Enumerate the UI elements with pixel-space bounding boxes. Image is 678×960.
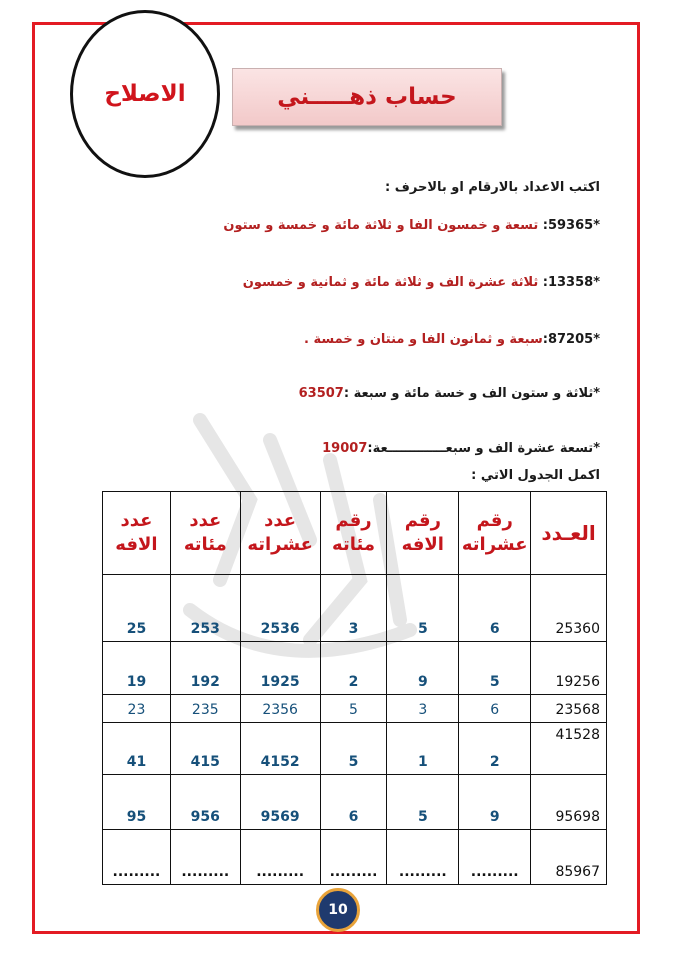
header-thousands-count: عدد الافه — [103, 492, 171, 575]
table-cell: ......... — [320, 830, 387, 885]
exercise-answer-number: 63507 — [298, 386, 344, 401]
table-cell: 2536 — [240, 575, 320, 642]
page-title: حساب ذهـــــني — [277, 84, 457, 110]
exercise-number: *59365: — [542, 218, 600, 233]
table-row — [103, 695, 607, 723]
table-cell: 25360 — [531, 575, 607, 642]
table-cell: 2 — [320, 642, 387, 695]
table-row — [103, 723, 607, 775]
table-cell: 6 — [459, 695, 531, 723]
table-cell: 5 — [320, 723, 387, 775]
exercise-answer-number: 19007 — [322, 441, 368, 456]
table-cell: ......... — [387, 830, 459, 885]
table-cell: ......... — [170, 830, 240, 885]
exercise-line-3 — [304, 332, 600, 347]
exercise-answer: تسعة و خمسون الفا و ثلاثة مائة و خمسة و ستون — [223, 218, 543, 233]
table-cell: 9 — [459, 775, 531, 830]
table-instruction: اكمل الجدول الاتي : — [471, 468, 600, 483]
exercise-answer: ثلاثة عشرة الف و ثلاثة مائة و ثمانية و خمسون — [242, 275, 543, 290]
table-row — [103, 775, 607, 830]
table-cell: 956 — [170, 775, 240, 830]
exercise-line-5 — [322, 441, 600, 456]
exercise-number: *87205: — [542, 332, 600, 347]
exercise-number: *13358: — [542, 275, 600, 290]
page-number-badge — [316, 888, 360, 932]
header-tens-digit: رقم عشراته — [459, 492, 531, 575]
table-cell: 1 — [387, 723, 459, 775]
table-cell: 25 — [103, 575, 171, 642]
table-cell: 19256 — [531, 642, 607, 695]
table-header-row — [103, 492, 607, 575]
table-cell: 2356 — [240, 695, 320, 723]
table-cell: 41528 — [531, 723, 607, 775]
table-row — [103, 642, 607, 695]
table-cell: 6 — [320, 775, 387, 830]
place-value-table — [102, 491, 607, 885]
table-cell: ......... — [459, 830, 531, 885]
table-cell: 19 — [103, 642, 171, 695]
table-cell: 95698 — [531, 775, 607, 830]
table-cell: 85967 — [531, 830, 607, 885]
table-cell: 415 — [170, 723, 240, 775]
table-cell: 5 — [387, 575, 459, 642]
table-cell: 95 — [103, 775, 171, 830]
exercise-text: *ثلاثة و ستون الف و خسة مائة و سبعة : — [343, 386, 600, 401]
header-number: العـدد — [531, 492, 607, 575]
instruction-text: اكتب الاعداد بالارقام او بالاحرف : — [385, 180, 600, 195]
header-thousands-digit: رقم الافه — [387, 492, 459, 575]
page-number: 10 — [328, 902, 348, 918]
table-cell: 6 — [459, 575, 531, 642]
exercise-text: *تسعة عشرة الف و سبعـــــــــــــعة: — [367, 441, 600, 456]
table-cell: 9 — [387, 642, 459, 695]
correction-badge — [70, 10, 220, 178]
header-hundreds-digit: رقم مئاته — [320, 492, 387, 575]
header-hundreds-count: عدد مئاته — [170, 492, 240, 575]
exercise-line-2 — [243, 275, 600, 290]
table-cell: 1925 — [240, 642, 320, 695]
exercise-answer: سبعة و ثمانون الفا و منتان و خمسة . — [304, 332, 543, 347]
table-row — [103, 830, 607, 885]
table-cell: 2 — [459, 723, 531, 775]
table-cell: ......... — [240, 830, 320, 885]
table-cell: 253 — [170, 575, 240, 642]
table-cell: 3 — [320, 575, 387, 642]
header-tens-count: عدد عشراته — [240, 492, 320, 575]
correction-label: الاصلاح — [104, 81, 186, 107]
table-cell: 192 — [170, 642, 240, 695]
table-cell: ......... — [103, 830, 171, 885]
table-cell: 3 — [387, 695, 459, 723]
table-cell: 9569 — [240, 775, 320, 830]
table-cell: 41 — [103, 723, 171, 775]
exercise-line-4 — [299, 386, 600, 401]
table-row — [103, 575, 607, 642]
table-cell: 235 — [170, 695, 240, 723]
table-cell: 23 — [103, 695, 171, 723]
exercise-line-1 — [223, 218, 600, 233]
table-cell: 23568 — [531, 695, 607, 723]
table-cell: 5 — [459, 642, 531, 695]
table-cell: 4152 — [240, 723, 320, 775]
title-banner — [232, 68, 502, 126]
table-cell: 5 — [387, 775, 459, 830]
table-cell: 5 — [320, 695, 387, 723]
